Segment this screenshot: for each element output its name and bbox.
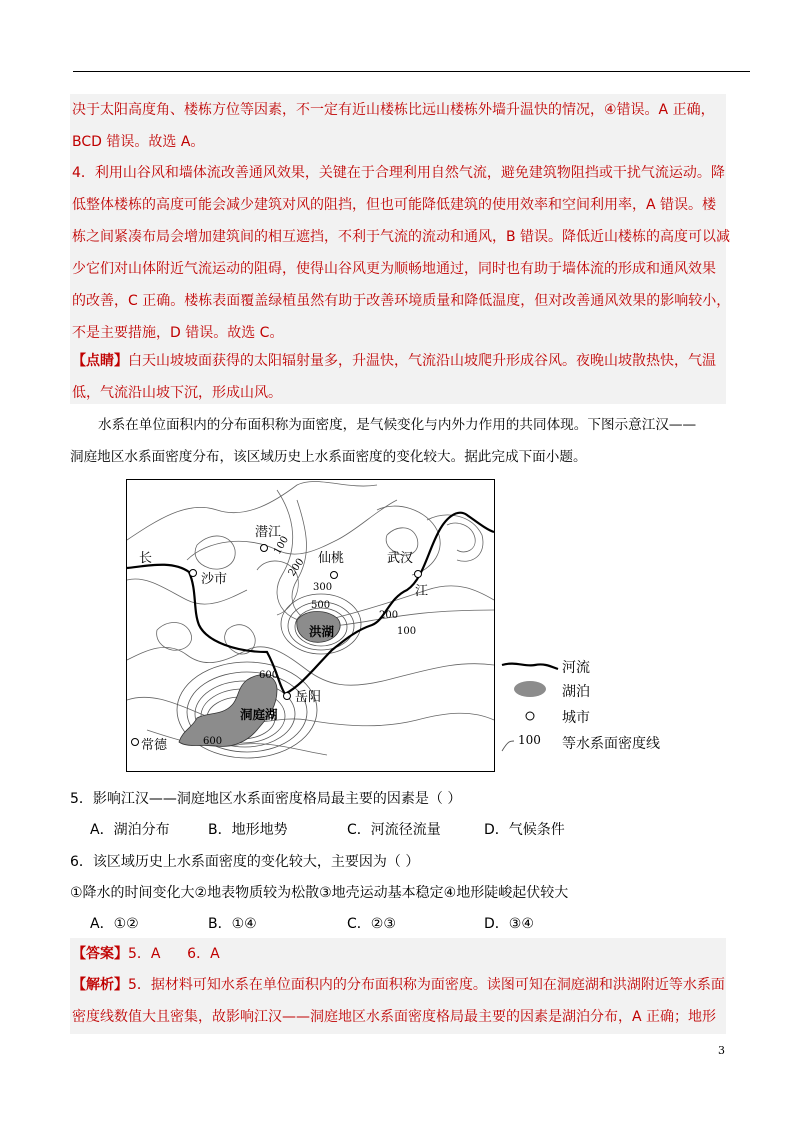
tip-text: 白天山坡坡面获得的太阳辐射量多，升温快，气流沿山坡爬升形成谷风。夜晚山坡散热快，气温 — [128, 353, 716, 369]
q6-option-b[interactable]: B．①④ — [208, 916, 257, 932]
city-label-xiantao: 仙桃 — [318, 551, 345, 566]
q6-options — [90, 913, 534, 933]
legend-lake-symbol — [514, 681, 546, 697]
q6-option-a[interactable]: A．①② — [90, 916, 139, 932]
q6-option-d[interactable]: D．③④ — [484, 916, 534, 932]
contour-label: 300 — [313, 582, 333, 593]
analysis-line: 低整体楼栋的高度可能会减少建筑对风的阻挡，但也可能降低建筑的使用效率和空间利用率，A 错误。楼 — [72, 197, 717, 213]
analysis-line: 4．利用山谷风和墙体流改善通风效果，关键在于合理利用自然气流，避免建筑物阻挡或干扰气流运动。降 — [72, 165, 725, 181]
answer-text: 5．A 6．A — [128, 946, 220, 962]
legend-city-symbol — [526, 712, 534, 720]
q5-options — [90, 819, 565, 839]
lake-label-honghu: 洪湖 — [309, 624, 335, 639]
contour-label: 600 — [203, 736, 223, 747]
city-label-yueyang: 岳阳 — [295, 690, 322, 705]
q5-option-d[interactable]: D．气候条件 — [484, 822, 565, 838]
analysis-continuation — [70, 94, 726, 160]
legend-contour: 等水系面密度线 — [562, 736, 660, 752]
river-char-jiang: 江 — [415, 584, 429, 599]
q5-option-a[interactable]: A．湖泊分布 — [90, 822, 170, 838]
tip-block — [70, 346, 726, 404]
analysis-line: 5．据材料可知水系在单位面积内的分布面积称为面密度。读图可知在洞庭湖和洪湖附近等水系面 — [128, 977, 725, 993]
answer-tag: 【答案】 — [72, 946, 128, 962]
contour-label: 100 — [272, 534, 292, 557]
contour-label: 200 — [379, 610, 399, 621]
stem-line: 洞庭地区水系面密度分布，该区域历史上水系面密度的变化较大。据此完成下面小题。 — [70, 449, 587, 465]
analysis-line: BCD 错误。故选 A。 — [72, 134, 205, 150]
q6-stem: 6．该区域历史上水系面密度的变化较大，主要因为（ ） — [70, 854, 420, 870]
analysis-line: 不是主要措施，D 错误。故选 C。 — [72, 325, 284, 341]
q6-option-c[interactable]: C．②③ — [347, 916, 396, 932]
analysis-line: 的改善，C 正确。楼栋表面覆盖绿植虽然有助于改善环境质量和降低温度，但对改善通风效果的影响较小， — [72, 293, 731, 309]
city-label-changde: 常德 — [141, 738, 168, 753]
contour-label: 200 — [286, 556, 307, 579]
analysis-line: 决于太阳高度角、楼栋方位等因素，不一定有近山楼栋比远山楼栋外墙升温快的情况，④错误。A 正确， — [72, 102, 715, 118]
analysis-q4 — [70, 158, 731, 348]
answer-block — [70, 938, 726, 970]
city-label-qianjiang: 潜江 — [255, 525, 282, 540]
q5-option-c[interactable]: C．河流径流量 — [347, 822, 441, 838]
page-number: 3 — [718, 1044, 725, 1057]
legend-river: 河流 — [562, 660, 590, 676]
legend-river-symbol — [502, 664, 558, 669]
tip-text: 低，气流沿山坡下沉，形成山风。 — [72, 385, 282, 401]
river-char-chang: 长 — [139, 551, 153, 566]
analysis-q5 — [70, 970, 726, 1034]
legend-lake: 湖泊 — [562, 684, 590, 700]
contour-label: 500 — [311, 600, 331, 611]
analysis-line: 少它们对山体附近气流运动的阻碍，使得山谷风更为顺畅地通过，同时也有助于墙体流的形成和通风效果 — [72, 261, 716, 277]
question-stem — [70, 410, 726, 474]
lake-label-dongting: 洞庭湖 — [240, 707, 278, 722]
city-label-shashi: 沙市 — [201, 572, 228, 587]
q6-statements: ①降水的时间变化大②地表物质较为松散③地壳运动基本稳定④地形陡峻起伏较大 — [70, 885, 569, 901]
city-label-wuhan: 武汉 — [387, 551, 414, 566]
tip-tag: 【点睛】 — [72, 353, 128, 369]
header-rule — [73, 71, 750, 72]
legend-symbols — [500, 655, 560, 775]
legend-contour-symbol — [502, 741, 514, 751]
density-map — [126, 479, 495, 772]
analysis-tag: 【解析】 — [72, 977, 128, 993]
legend-city: 城市 — [562, 710, 590, 726]
analysis-line: 栋之间紧凑布局会增加建筑间的相互遮挡，不利于气流的流动和通风，B 错误。降低近山楼栋的高度可以减 — [72, 229, 731, 245]
stem-line: 水系在单位面积内的分布面积称为面密度，是气候变化与内外力作用的共同体现。下图示意江汉—— — [98, 417, 697, 433]
contour-label: 600 — [259, 670, 279, 681]
legend-contour-value: 100 — [518, 733, 541, 747]
q5-option-b[interactable]: B．地形地势 — [208, 822, 288, 838]
q5-stem: 5．影响江汉——洞庭地区水系面密度格局最主要的因素是（ ） — [70, 791, 462, 807]
analysis-line: 密度线数值大且密集，故影响江汉——洞庭地区水系面密度格局最主要的因素是湖泊分布，A 正确；地形 — [72, 1009, 717, 1025]
contour-label: 100 — [397, 626, 417, 637]
